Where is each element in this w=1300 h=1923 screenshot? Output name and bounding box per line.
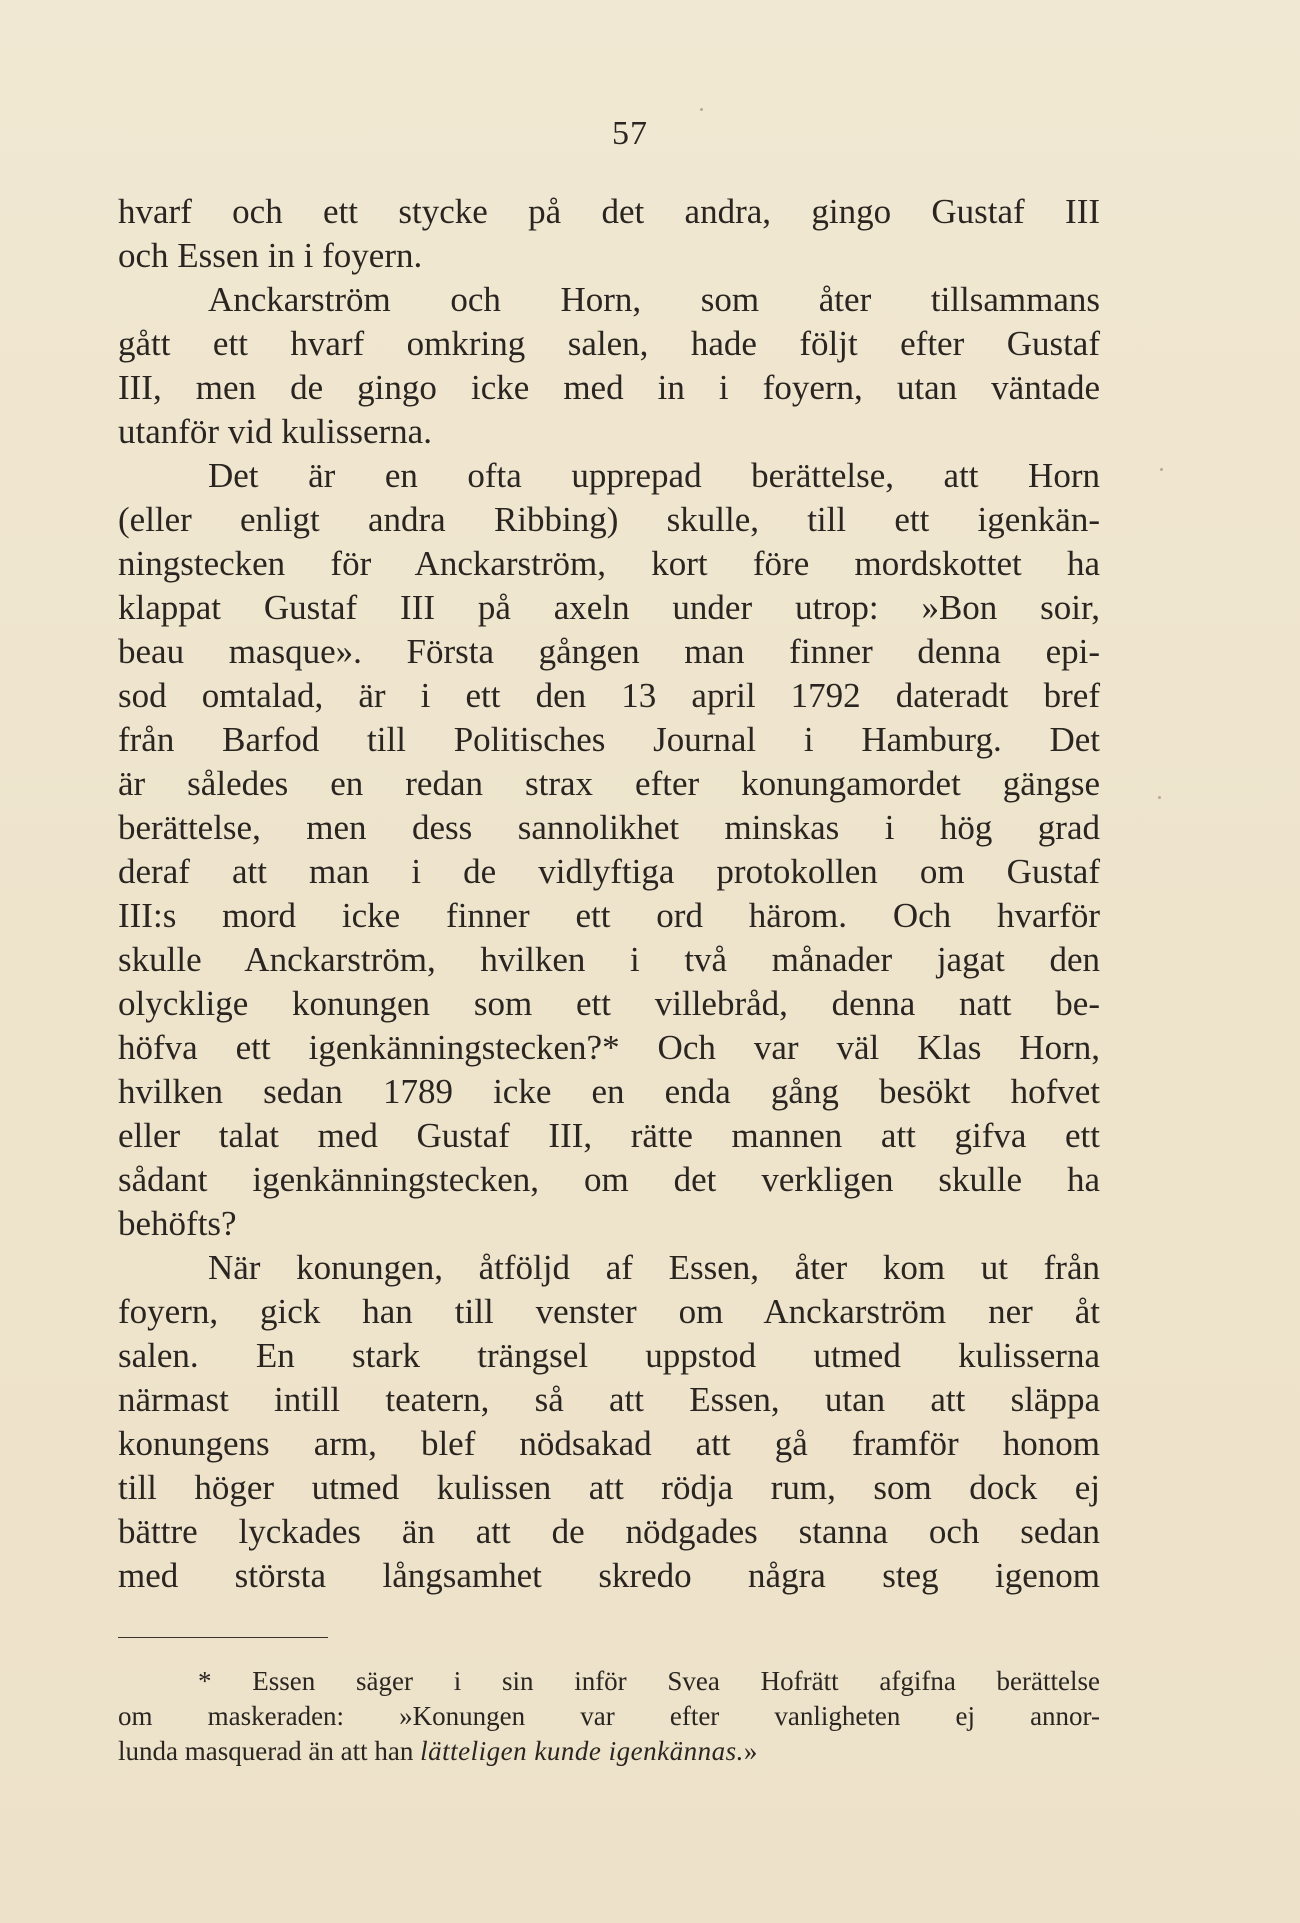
text-line: sod omtalad, är i ett den 13 april 1792 dateradt bref	[118, 676, 1100, 715]
text-line: är således en redan strax efter konungamordet gängse	[118, 764, 1100, 803]
text-line: (eller enligt andra Ribbing) skulle, till ett igenkän-	[118, 500, 1100, 539]
text-line: hvarf och ett stycke på det andra, gingo Gustaf III	[118, 192, 1100, 231]
text-line: bättre lyckades än att de nödgades stanna och sedan	[118, 1512, 1100, 1551]
paper-speck	[1160, 468, 1163, 471]
text-line: ningstecken för Anckarström, kort före mordskottet ha	[118, 544, 1100, 583]
text-line: III, men de gingo icke med in i foyern, utan väntade	[118, 368, 1100, 407]
text-line: Det är en ofta upprepad berättelse, att Horn	[208, 456, 1100, 495]
page-number: 57	[612, 115, 648, 152]
text-line: III:s mord icke finner ett ord härom. Och hvarför	[118, 896, 1100, 935]
text-line: och Essen in i foyern.	[118, 236, 423, 275]
footnote	[118, 1664, 1100, 1769]
text-line: beau masque». Första gången man finner denna epi-	[118, 632, 1100, 671]
text-line: När konungen, åtföljd af Essen, åter kom ut från	[208, 1248, 1100, 1287]
text-line: sådant igenkänningstecken, om det verkligen skulle ha	[118, 1160, 1100, 1199]
text-line: skulle Anckarström, hvilken i två månader jagat den	[118, 940, 1100, 979]
text-line: närmast intill teatern, så att Essen, utan att släppa	[118, 1380, 1100, 1419]
text-line: olycklige konungen som ett villebråd, denna natt be-	[118, 984, 1100, 1023]
text-line: från Barfod till Politisches Journal i Hamburg. Det	[118, 720, 1100, 759]
text-line: utanför vid kulisserna.	[118, 412, 432, 451]
text-line: höfva ett igenkänningstecken?* Och var väl Klas Horn,	[118, 1028, 1100, 1067]
text-line: till höger utmed kulissen att rödja rum, som dock ej	[118, 1468, 1100, 1507]
text-line: salen. En stark trängsel uppstod utmed kulisserna	[118, 1336, 1100, 1375]
footnote-text-end: »	[743, 1736, 758, 1766]
footnote-line: om maskeraden: »Konungen var efter vanligheten ej annor-	[118, 1701, 1100, 1731]
body-text	[118, 190, 1100, 1598]
footnote-line: * Essen säger i sin inför Svea Hofrätt afgifna berättelse	[198, 1666, 1100, 1696]
footnote-divider	[118, 1637, 328, 1638]
text-line: Anckarström och Horn, som åter tillsammans	[208, 280, 1100, 319]
paper-speck	[700, 108, 703, 111]
text-line: med största långsamhet skredo några steg igenom	[118, 1556, 1100, 1595]
footnote-text: lunda masquerad än att han	[118, 1736, 421, 1766]
paper-speck	[1158, 796, 1161, 799]
text-line: eller talat med Gustaf III, rätte mannen att gifva ett	[118, 1116, 1100, 1155]
text-line: gått ett hvarf omkring salen, hade följt efter Gustaf	[118, 324, 1100, 363]
footnote-italic-text: lätteligen kunde igenkännas.	[420, 1736, 744, 1766]
text-line: berättelse, men dess sannolikhet minskas i hög grad	[118, 808, 1100, 847]
text-line: deraf att man i de vidlyftiga protokollen om Gustaf	[118, 852, 1100, 891]
text-line: behöfts?	[118, 1204, 237, 1243]
text-line: foyern, gick han till venster om Anckarström ner åt	[118, 1292, 1100, 1331]
footnote-line-3	[118, 1734, 1100, 1769]
text-line: klappat Gustaf III på axeln under utrop: »Bon soir,	[118, 588, 1100, 627]
text-line: konungens arm, blef nödsakad att gå framför honom	[118, 1424, 1100, 1463]
text-line: hvilken sedan 1789 icke en enda gång besökt hofvet	[118, 1072, 1100, 1111]
